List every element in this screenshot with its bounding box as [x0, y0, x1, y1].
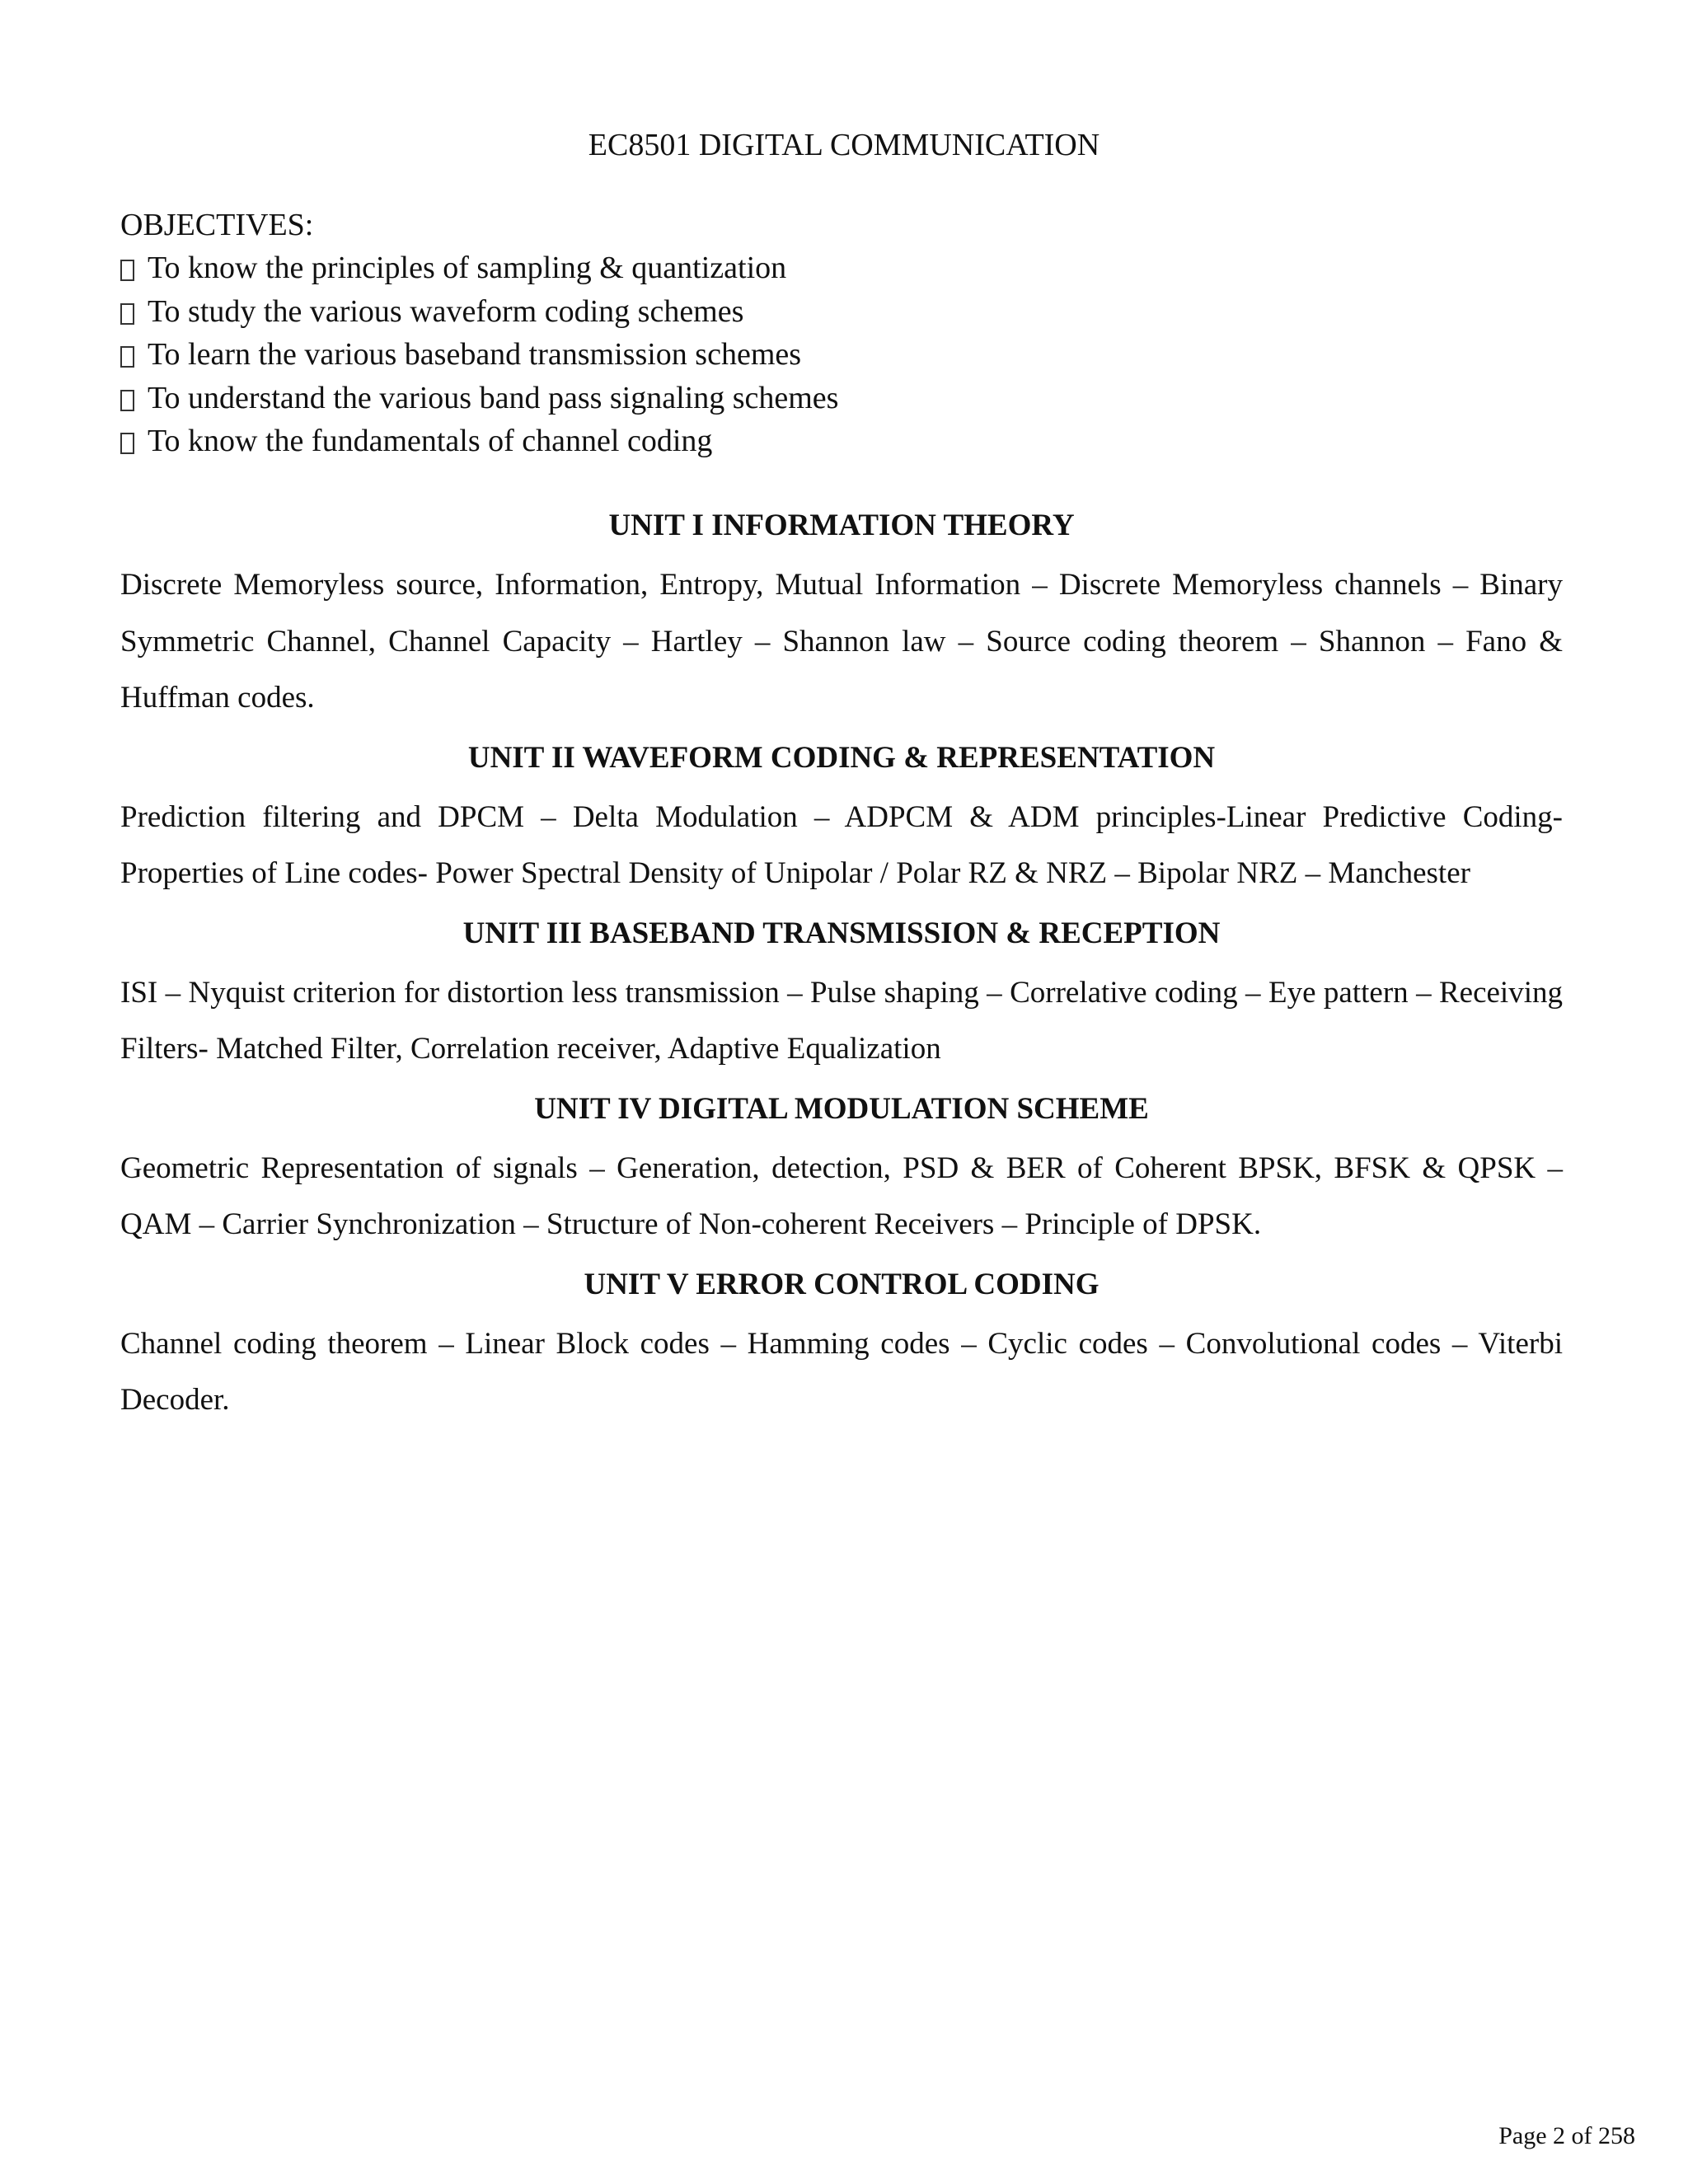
list-item [120, 290, 1571, 334]
page-title: EC8501 DIGITAL COMMUNICATION [588, 128, 1100, 162]
objective-text: To understand the various band pass signaling schemes [148, 380, 839, 415]
unit-heading: UNIT I INFORMATION THEORY [608, 509, 1075, 542]
unit-heading: UNIT V ERROR CONTROL CODING [584, 1267, 1100, 1301]
objective-text: To know the fundamentals of channel coding [148, 424, 713, 458]
list-item [120, 377, 1571, 420]
checkbox-bullet-icon [120, 303, 134, 325]
list-item [120, 246, 1571, 290]
unit-body: Geometric Representation of signals – Generation, detection, PSD & BER of Coherent BPSK, BFSK & QPSK – QAM – Carrier Synchronization – Structure of Non-coherent Receivers – Principle of DPSK. [120, 1151, 1563, 1241]
objectives-heading: OBJECTIVES: [120, 208, 314, 242]
checkbox-bullet-icon [120, 433, 134, 454]
checkbox-bullet-icon [120, 346, 134, 368]
objective-text: To study the various waveform coding schemes [148, 293, 744, 329]
unit-body: ISI – Nyquist criterion for distortion less transmission – Pulse shaping – Correlative coding – Eye pattern – Receiving Filters- Matched Filter, Correlation receiver, Adaptive Equalization [120, 975, 1563, 1066]
unit-body: Channel coding theorem – Linear Block codes – Hamming codes – Cyclic codes – Convolutional codes – Viterbi Decoder. [120, 1326, 1563, 1417]
unit-body: Prediction filtering and DPCM – Delta Modulation – ADPCM & ADM principles-Linear Predictive Coding-Properties of Line codes- Power Spectral Density of Unipolar / Polar RZ & NRZ – Bipolar NRZ – Manchester [120, 799, 1563, 890]
unit-heading: UNIT III BASEBAND TRANSMISSION & RECEPTION [462, 916, 1221, 950]
checkbox-bullet-icon [120, 260, 134, 281]
checkbox-bullet-icon [120, 390, 134, 411]
unit-heading: UNIT II WAVEFORM CODING & REPRESENTATION [467, 740, 1216, 775]
list-item [120, 419, 1571, 463]
units-section [120, 504, 1563, 1429]
objective-text: To learn the various baseband transmission schemes [148, 337, 802, 372]
objectives-section [120, 204, 1571, 463]
list-item [120, 333, 1571, 377]
objective-text: To know the principles of sampling & quantization [148, 251, 787, 285]
unit-body: Discrete Memoryless source, Information, Entropy, Mutual Information – Discrete Memoryless channels – Binary Symmetric Channel, Channel Capacity – Hartley – Shannon law – Source coding theorem – Shannon – Fano & Huffman codes. [120, 568, 1563, 715]
unit-heading: UNIT IV DIGITAL MODULATION SCHEME [534, 1091, 1149, 1126]
page-number: Page 2 of 258 [1498, 2122, 1635, 2149]
objectives-list [120, 246, 1571, 463]
